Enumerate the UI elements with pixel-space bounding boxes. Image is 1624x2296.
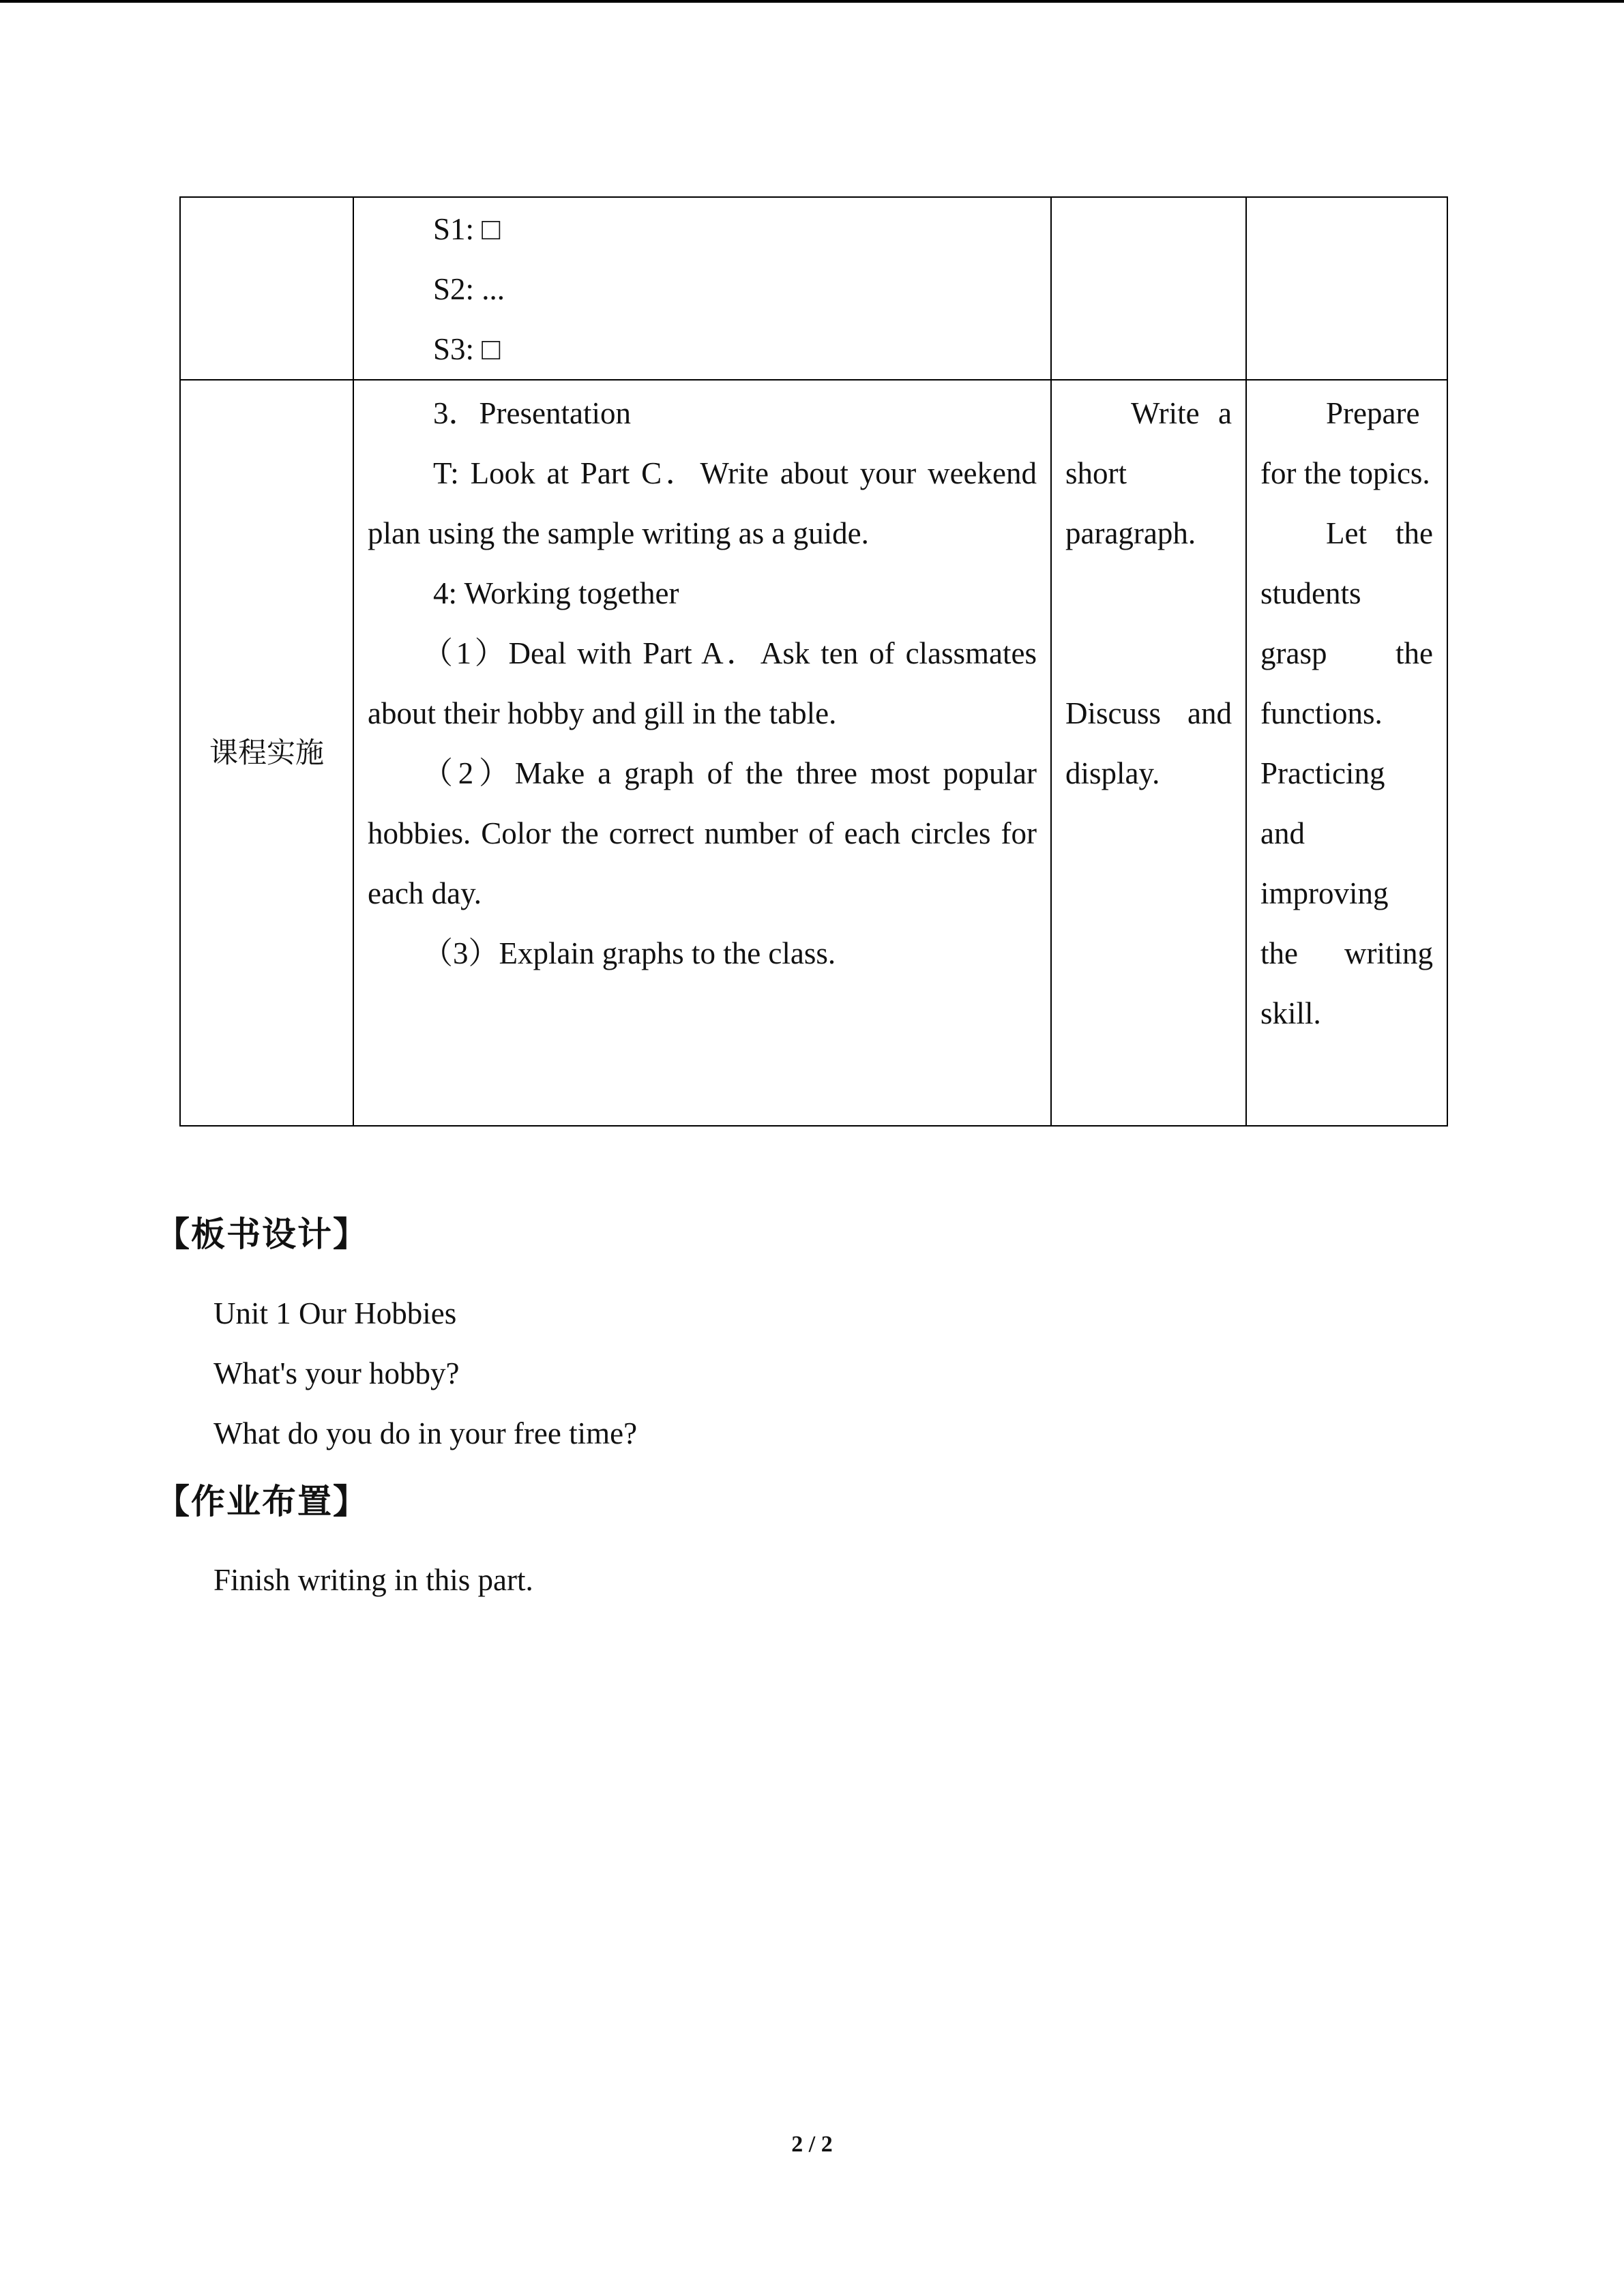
step-working-together: 4: Working together — [433, 576, 679, 610]
table-row — [180, 380, 1447, 1126]
dialogue-line-s3: S3: □ — [433, 332, 501, 366]
content-cell — [353, 197, 1051, 380]
dialogue-line-s1: S1: □ — [433, 212, 501, 246]
homework-line: Finish writing in this part. — [213, 1563, 533, 1597]
blackboard-line-2: What's your hobby? — [213, 1356, 460, 1390]
blackboard-design-heading: 【板书设计】 — [156, 1214, 368, 1254]
purpose-cell — [1246, 197, 1447, 380]
purpose-cell — [1246, 380, 1447, 1126]
lesson-plan-table — [179, 196, 1448, 1127]
task-item-2: （2）Make a graph of the three most popular hobbies. Color the correct number of each circles for each day. — [368, 756, 1037, 910]
task-item-3: （3）Explain graphs to the class. — [422, 936, 836, 970]
table-row — [180, 197, 1447, 380]
purpose-practice: Practicing and improving the writing skill. — [1260, 756, 1433, 1030]
content-cell — [353, 380, 1051, 1126]
activity-cell — [1051, 380, 1246, 1126]
purpose-prepare: Prepare for the topics. — [1260, 396, 1430, 490]
page-number: 2 / 2 — [791, 2132, 833, 2157]
blackboard-line-3: What do you do in your free time? — [213, 1416, 638, 1450]
activity-cell — [1051, 197, 1246, 380]
presentation-text: T: Look at Part C．Write about your weekend plan using the sample writing as a guide. — [368, 456, 1037, 550]
homework-heading: 【作业布置】 — [156, 1482, 368, 1521]
purpose-grasp: Let the students grasp the functions. — [1260, 516, 1433, 730]
stage-cell — [180, 197, 353, 380]
dialogue-line-s2: S2: ... — [433, 272, 505, 306]
activity-discuss: Discuss and display. — [1065, 696, 1232, 790]
top-border-line — [0, 0, 1624, 3]
activity-write: Write a short paragraph. — [1065, 396, 1232, 550]
task-item-1: （1）Deal with Part A．Ask ten of classmates about their hobby and gill in the table. — [368, 636, 1037, 730]
blackboard-line-1: Unit 1 Our Hobbies — [213, 1296, 457, 1330]
step-presentation: 3．Presentation — [433, 396, 631, 430]
stage-label: 课程实施 — [180, 380, 353, 1126]
